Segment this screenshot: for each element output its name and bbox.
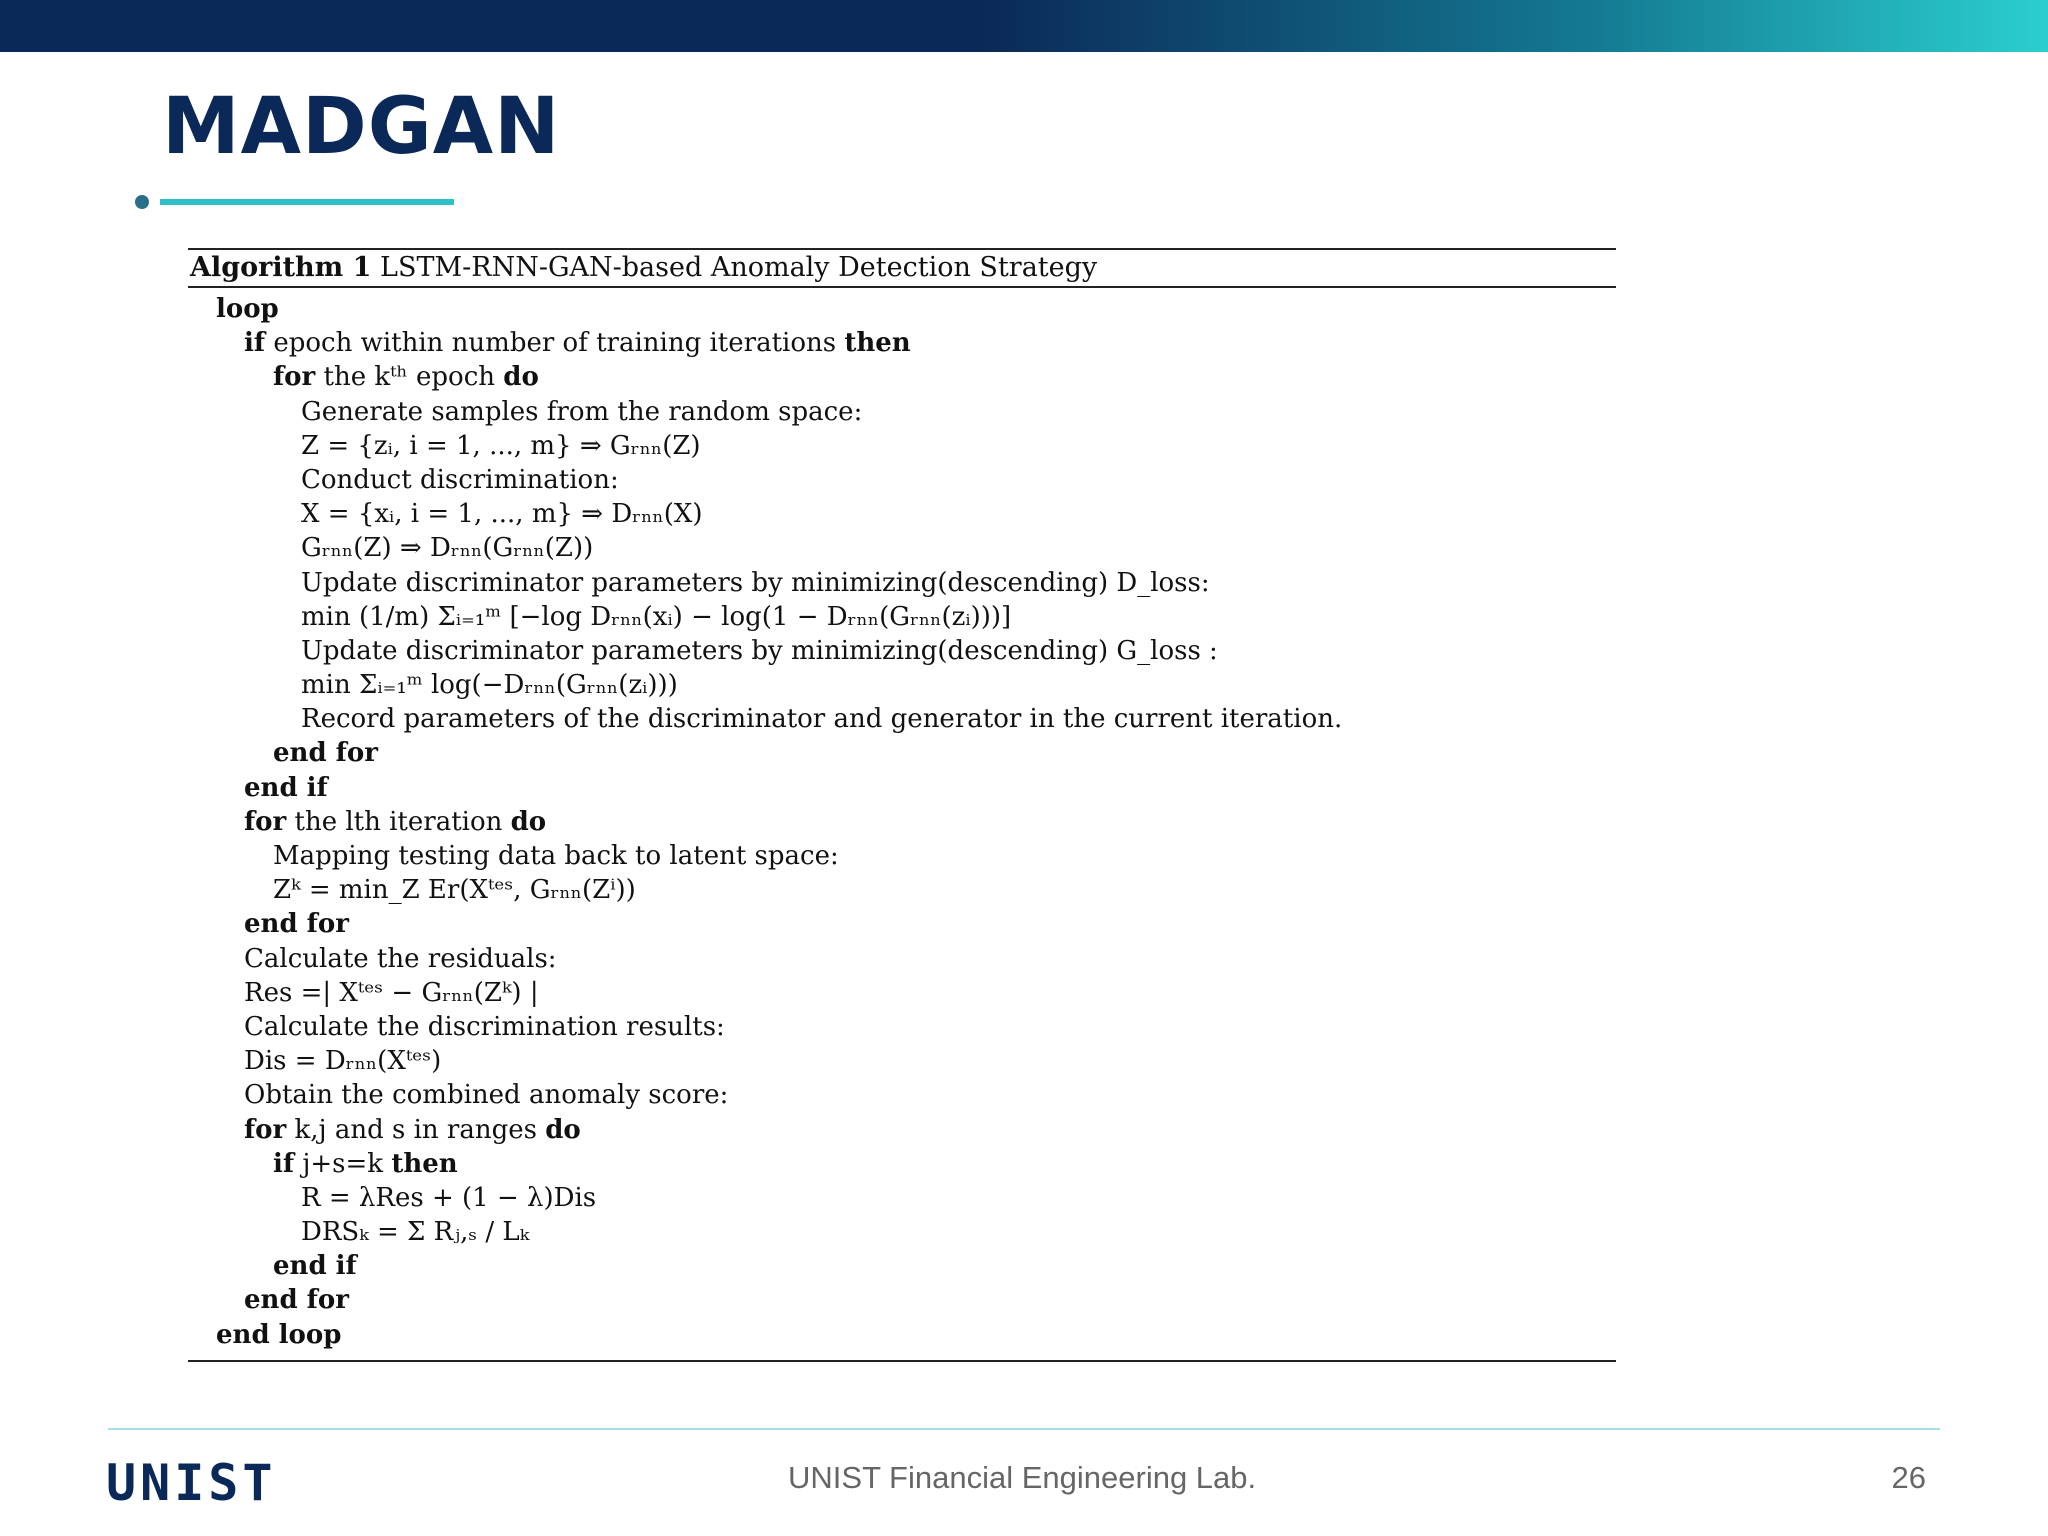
algorithm-line xyxy=(188,1318,1616,1352)
algorithm-header xyxy=(188,250,1616,286)
algorithm-line xyxy=(188,1147,1616,1181)
algorithm-line xyxy=(188,463,1616,497)
algorithm-text: Gᵣₙₙ(Z) ⇒ Dᵣₙₙ(Gᵣₙₙ(Z)) xyxy=(301,533,594,564)
algorithm-text: the kᵗʰ epoch xyxy=(315,362,504,393)
algorithm-text: R = λRes + (1 − λ)Dis xyxy=(301,1182,597,1213)
algorithm-label: Algorithm 1 xyxy=(190,252,372,283)
algorithm-text: j+s=k xyxy=(294,1148,392,1179)
algorithm-line xyxy=(188,326,1616,360)
algorithm-line xyxy=(188,1249,1616,1283)
algorithm-text: Update discriminator parameters by minimizing(descending) D_loss: xyxy=(301,567,1210,598)
algorithm-text: Mapping testing data back to latent space: xyxy=(273,841,839,871)
algorithm-line xyxy=(188,292,1616,326)
algorithm-text: DRSₖ = Σ Rⱼ,ₛ / Lₖ xyxy=(301,1217,530,1248)
algorithm-text: Generate samples from the random space: xyxy=(301,396,863,427)
algorithm-line xyxy=(188,702,1616,736)
algorithm-body xyxy=(188,288,1616,1360)
algorithm-line xyxy=(188,1010,1616,1044)
algorithm-keyword: do xyxy=(503,362,539,393)
top-banner xyxy=(0,0,2048,52)
algorithm-keyword: end for xyxy=(273,738,378,769)
algorithm-line xyxy=(188,1044,1616,1078)
algorithm-text: the lth iteration xyxy=(286,806,511,837)
algorithm-text: Zᵏ = min_Z Er(Xᵗᵉˢ, Gᵣₙₙ(Zⁱ)) xyxy=(273,875,636,906)
algorithm-line xyxy=(188,907,1616,941)
algorithm-keyword: end loop xyxy=(216,1319,342,1350)
algorithm-text: Dis = Dᵣₙₙ(Xᵗᵉˢ) xyxy=(244,1046,442,1077)
slide-title: MADGAN xyxy=(162,82,561,172)
algorithm-line xyxy=(188,1181,1616,1215)
algorithm-text: Calculate the discrimination results: xyxy=(244,1011,725,1042)
algorithm-keyword: then xyxy=(391,1148,458,1179)
algorithm-text: Record parameters of the discriminator and generator in the current iteration. xyxy=(301,704,1343,735)
algorithm-line xyxy=(188,1283,1616,1317)
algorithm-block xyxy=(188,248,1616,1362)
algorithm-line xyxy=(188,360,1616,394)
algorithm-line xyxy=(188,1113,1616,1147)
algorithm-line xyxy=(188,873,1616,907)
algorithm-keyword: end if xyxy=(273,1251,357,1282)
algorithm-text: Update discriminator parameters by minimizing(descending) G_loss : xyxy=(301,635,1218,666)
algorithm-line xyxy=(188,771,1616,805)
algorithm-text: Z = {zᵢ, i = 1, ..., m} ⇒ Gᵣₙₙ(Z) xyxy=(301,430,701,461)
algorithm-title: LSTM-RNN-GAN-based Anomaly Detection Strategy xyxy=(380,252,1098,283)
algorithm-keyword: if xyxy=(273,1148,295,1179)
algorithm-line xyxy=(188,600,1616,634)
algorithm-text: min Σᵢ₌₁ᵐ log(−Dᵣₙₙ(Gᵣₙₙ(zᵢ))) xyxy=(301,670,678,701)
algorithm-line xyxy=(188,976,1616,1010)
algorithm-keyword: end if xyxy=(244,772,328,803)
algorithm-keyword: if xyxy=(244,328,266,359)
algorithm-keyword: end for xyxy=(244,1285,349,1316)
algorithm-keyword: do xyxy=(510,806,547,837)
unist-logo: UNIST xyxy=(106,1454,277,1512)
algorithm-bottom-rule xyxy=(188,1360,1616,1362)
algorithm-keyword: for xyxy=(244,1114,287,1145)
algorithm-line xyxy=(188,839,1616,873)
algorithm-keyword: then xyxy=(844,328,911,359)
algorithm-text: Obtain the combined anomaly score: xyxy=(244,1080,729,1111)
algorithm-keyword: loop xyxy=(216,294,279,324)
footer-divider xyxy=(108,1428,1940,1430)
algorithm-line xyxy=(188,1078,1616,1112)
algorithm-keyword: for xyxy=(273,362,316,393)
algorithm-line xyxy=(188,668,1616,702)
algorithm-line xyxy=(188,395,1616,429)
algorithm-line xyxy=(188,634,1616,668)
title-underline xyxy=(160,199,454,205)
algorithm-line xyxy=(188,497,1616,531)
page-number: 26 xyxy=(1891,1460,1926,1495)
footer-lab-name: UNIST Financial Engineering Lab. xyxy=(788,1460,1257,1495)
algorithm-text: Calculate the residuals: xyxy=(244,943,557,974)
algorithm-line xyxy=(188,736,1616,770)
algorithm-text: Res =| Xᵗᵉˢ − Gᵣₙₙ(Zᵏ) | xyxy=(244,977,539,1008)
algorithm-line xyxy=(188,1215,1616,1249)
title-bullet-dot xyxy=(135,195,149,209)
algorithm-line xyxy=(188,566,1616,600)
algorithm-text: Conduct discrimination: xyxy=(301,464,619,495)
algorithm-line xyxy=(188,429,1616,463)
algorithm-text: min (1/m) Σᵢ₌₁ᵐ [−log Dᵣₙₙ(xᵢ) − log(1 − Dᵣₙₙ(Gᵣₙₙ(zᵢ)))] xyxy=(301,601,1012,632)
algorithm-line xyxy=(188,531,1616,565)
algorithm-keyword: do xyxy=(545,1114,581,1145)
algorithm-line xyxy=(188,942,1616,976)
algorithm-keyword: end for xyxy=(244,909,349,940)
algorithm-line xyxy=(188,805,1616,839)
algorithm-text: k,j and s in ranges xyxy=(286,1114,546,1145)
algorithm-text: X = {xᵢ, i = 1, ..., m} ⇒ Dᵣₙₙ(X) xyxy=(301,499,703,530)
algorithm-text: epoch within number of training iterations xyxy=(265,328,845,359)
algorithm-keyword: for xyxy=(244,806,287,837)
